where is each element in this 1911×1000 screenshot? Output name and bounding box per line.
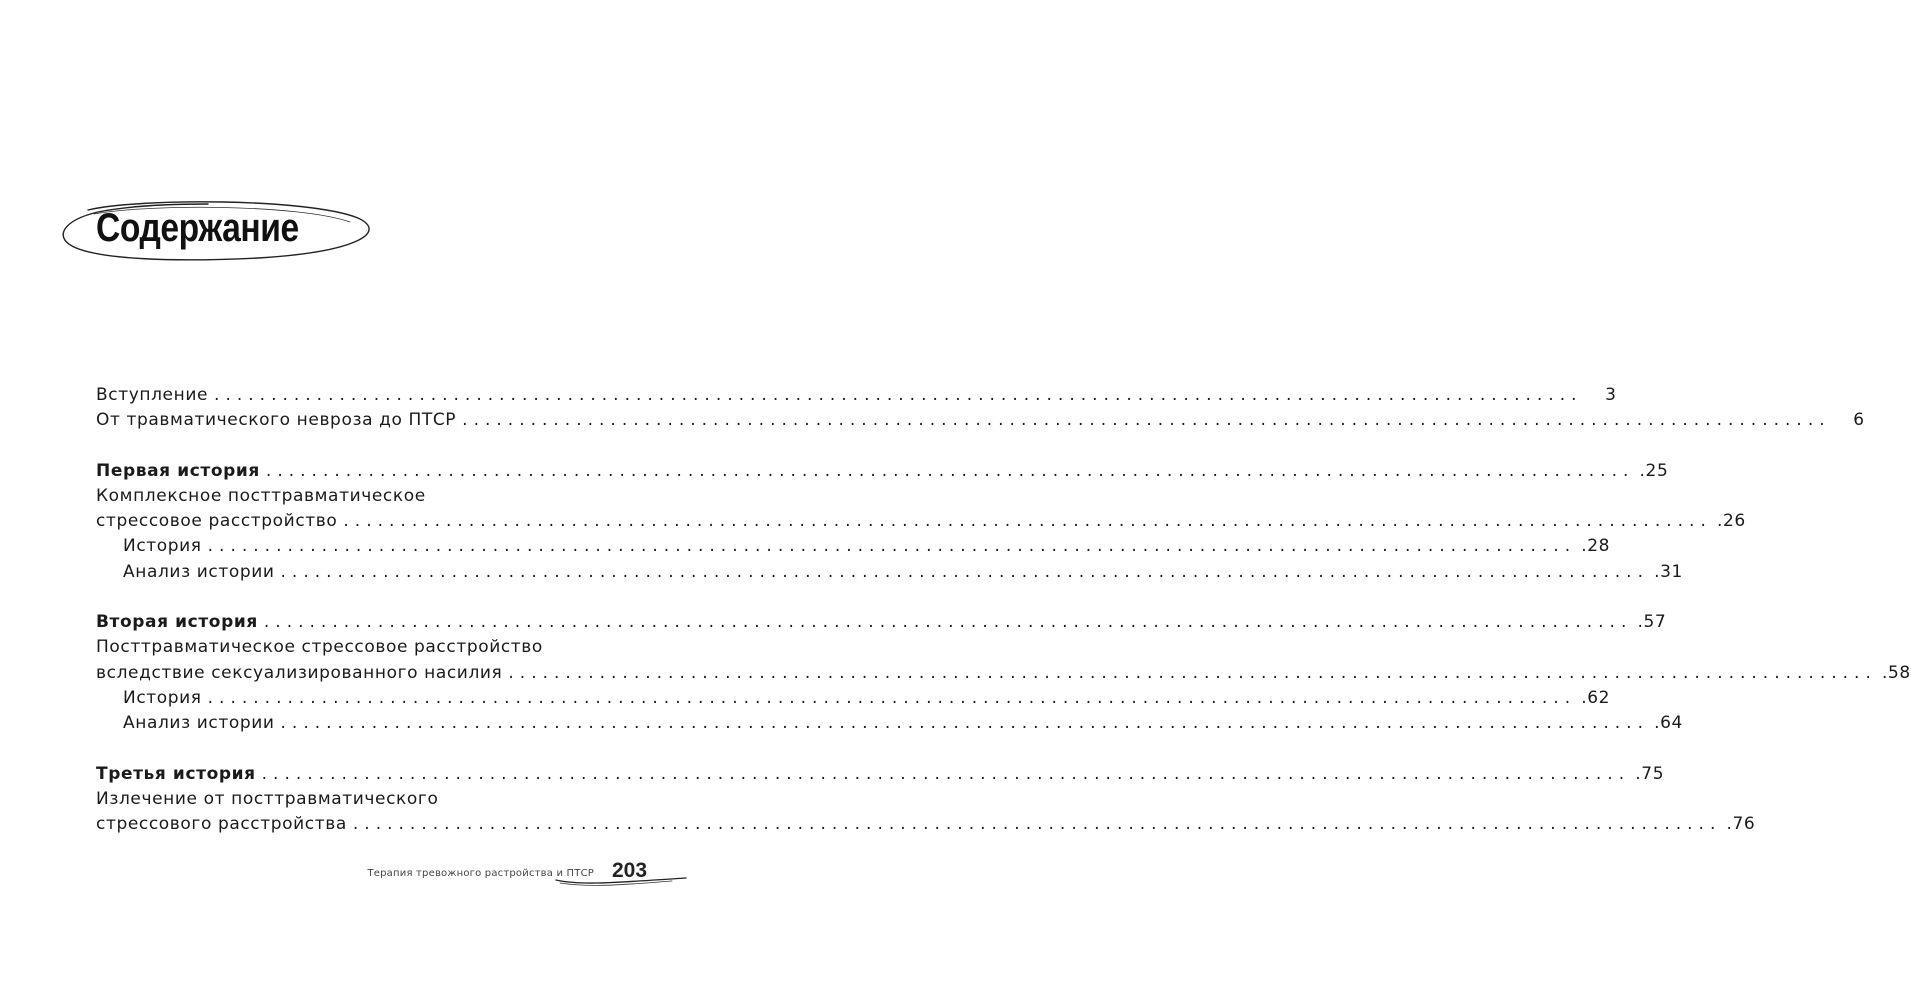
toc-dot-leader: ........................................................................................................................ <box>261 763 1631 784</box>
toc-entry-page: .64 <box>1654 713 1683 734</box>
toc-dot-leader: ........................................................................................................................ <box>214 385 1583 405</box>
toc-dot-leader: ........................................................................................................................ <box>207 536 1577 557</box>
toc-entry-page: .31 <box>1654 561 1683 582</box>
table-of-contents <box>96 385 1911 839</box>
toc-entry <box>96 385 1617 410</box>
toc-entry-title: Третья история <box>96 763 256 784</box>
toc-entry-title: Анализ истории <box>123 713 275 734</box>
toc-entry-page: .76 <box>1726 814 1756 835</box>
toc-entry <box>96 561 1683 587</box>
page-title: Содержание <box>96 206 299 250</box>
toc-entry-title: Анализ истории <box>123 561 275 582</box>
page-heading-block <box>58 196 378 268</box>
toc-entry <box>96 713 1683 738</box>
toc-entry-title: Комплексное посттравматическое <box>96 485 426 506</box>
toc-dot-leader: ........................................................................................................................ <box>343 511 1712 532</box>
toc-entry-page: .62 <box>1581 687 1611 708</box>
toc-entry-page: .75 <box>1635 763 1665 784</box>
toc-dot-leader: ........................................................................................................................ <box>263 612 1633 633</box>
footer-book-title: Терапия тревожного растройства и ПТСР <box>367 868 594 879</box>
toc-entry <box>96 460 1669 486</box>
toc-entry <box>96 536 1611 561</box>
toc-dot-leader: ........................................................................................................................ <box>352 814 1722 835</box>
toc-entry-title: Вступление <box>96 385 209 405</box>
toc-entry-title: Вторая история <box>96 612 258 633</box>
toc-dot-leader: ........................................................................................................................ <box>508 662 1877 683</box>
toc-dot-leader: ........................................................................................................................ <box>207 687 1577 708</box>
toc-dot-leader: ........................................................................................................................ <box>462 410 1831 431</box>
toc-entry <box>96 486 636 511</box>
toc-dot-leader: ........................................................................................................................ <box>265 460 1635 481</box>
toc-entry <box>96 763 1665 789</box>
toc-entry-title: История <box>123 536 202 557</box>
toc-entry-page: .28 <box>1581 536 1611 557</box>
toc-dot-leader: ........................................................................................................................ <box>280 561 1649 582</box>
toc-entry-title: Посттравматическое стрессовое расстройство <box>96 637 543 658</box>
toc-entry-page: .25 <box>1639 460 1669 481</box>
toc-entry-title: Излечение от посттравматического <box>96 788 439 809</box>
toc-entry-title: стрессового расстройства <box>96 814 347 835</box>
toc-entry <box>96 612 1667 637</box>
toc-entry-page: .57 <box>1637 612 1667 633</box>
toc-entry-title: От травматического невроза до ПТСР <box>96 410 457 431</box>
toc-entry-page: .26 <box>1717 511 1746 532</box>
toc-dot-leader: ........................................................................................................................ <box>280 713 1649 734</box>
toc-entry-title: История <box>123 687 202 708</box>
page-number: 203 <box>612 859 648 882</box>
toc-entry-title: Первая история <box>96 460 260 481</box>
toc-entry-page: 6 <box>1853 410 1865 431</box>
toc-entry <box>96 410 1865 435</box>
toc-entry <box>96 814 1756 839</box>
toc-entry <box>96 511 1746 536</box>
toc-entry-title: вследствие сексуализированного насилия <box>96 662 503 683</box>
toc-entry-page: 3 <box>1605 385 1617 405</box>
toc-entry <box>96 687 1611 713</box>
toc-entry <box>96 662 1911 688</box>
toc-entry <box>96 637 636 662</box>
toc-entry-title: стрессовое расстройство <box>96 511 338 532</box>
page-footer <box>330 856 690 892</box>
toc-entry <box>96 789 636 814</box>
toc-entry-page: .58 <box>1882 662 1911 683</box>
